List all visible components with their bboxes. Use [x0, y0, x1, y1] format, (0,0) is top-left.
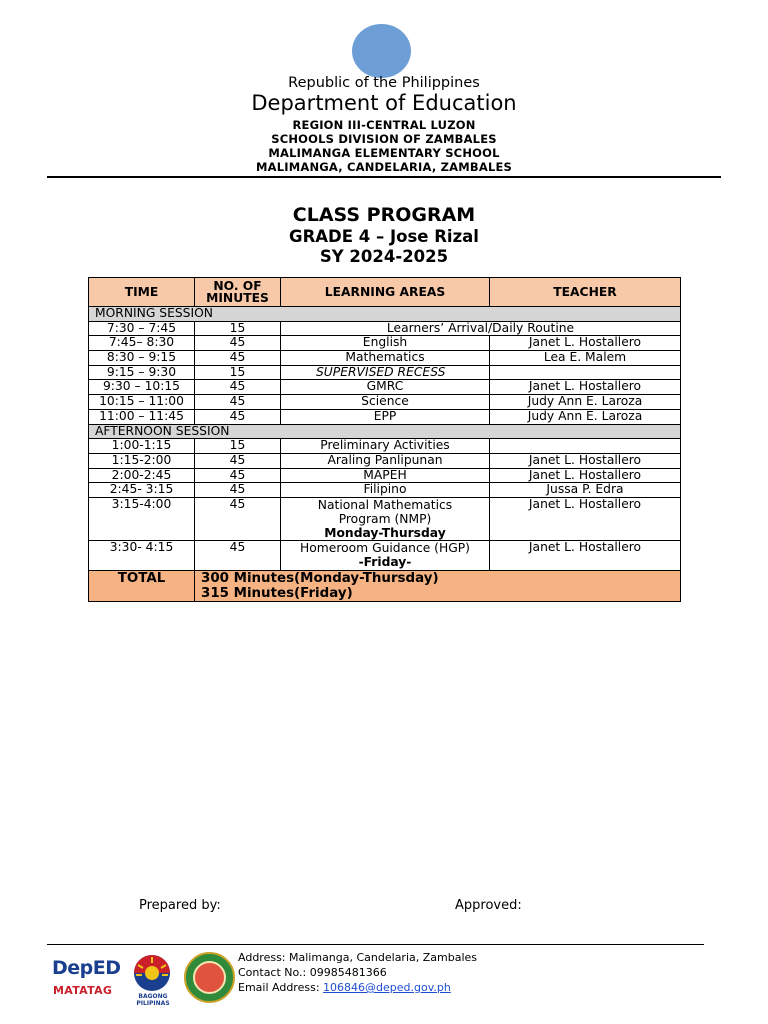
total-line1: 300 Minutes(Monday-Thursday): [201, 570, 439, 586]
cell-time: 7:45– 8:30: [89, 336, 195, 351]
cell-learning-area: Science: [281, 395, 490, 410]
col-header-minutes-line1: NO. OF: [213, 278, 262, 293]
republic-line: Republic of the Philippines: [288, 75, 480, 91]
bagong-pilipinas-sun-icon: [129, 953, 175, 993]
table-row: [89, 453, 681, 468]
cell-teacher: Judy Ann E. Laroza: [490, 395, 681, 410]
cell-time: 1:15-2:00: [89, 453, 195, 468]
hgp-days: -Friday-: [358, 554, 412, 569]
school-seal-inner: [193, 961, 226, 994]
bagong-pilipinas-logo: [122, 951, 184, 1007]
school-year: SY 2024-2025: [319, 247, 449, 266]
cell-learning-area: Mathematics: [281, 351, 490, 366]
table-row: [89, 351, 681, 366]
cell-minutes: 45: [195, 380, 281, 395]
cell-minutes: 45: [195, 409, 281, 424]
nmp-line2: Program (NMP): [338, 511, 432, 526]
footer-divider: [47, 944, 704, 945]
cell-minutes: 45: [195, 497, 281, 540]
cell-minutes: 45: [195, 351, 281, 366]
cell-time: 11:00 – 11:45: [89, 409, 195, 424]
cell-minutes: 15: [195, 439, 281, 454]
cell-minutes: 45: [195, 395, 281, 410]
table-row: [89, 321, 681, 336]
cell-time: 3:30- 4:15: [89, 540, 195, 570]
cell-learning-area: Filipino: [281, 483, 490, 498]
table-row: [89, 483, 681, 498]
cell-teacher: Janet L. Hostallero: [490, 380, 681, 395]
cell-teacher: Judy Ann E. Laroza: [490, 409, 681, 424]
footer-email-link[interactable]: 106846@deped.gov.ph: [323, 981, 451, 994]
cell-learning-area: [281, 497, 490, 540]
region-line: REGION III-CENTRAL LUZON: [292, 118, 476, 132]
deped-logo-text: DepED: [52, 957, 121, 979]
cell-learning-area: Learners’ Arrival/Daily Routine: [281, 321, 681, 336]
table-row: [89, 365, 681, 380]
cell-minutes: 15: [195, 365, 281, 380]
header-divider: [47, 176, 721, 178]
cell-time: 2:00-2:45: [89, 468, 195, 483]
morning-session-label: MORNING SESSION: [89, 307, 681, 322]
cell-teacher: Janet L. Hostallero: [490, 497, 681, 540]
cell-minutes: 45: [195, 336, 281, 351]
cell-teacher: Jussa P. Edra: [490, 483, 681, 498]
morning-session-row: [89, 307, 681, 322]
col-header-teacher: TEACHER: [490, 278, 681, 307]
cell-teacher: [490, 439, 681, 454]
cell-learning-area: GMRC: [281, 380, 490, 395]
cell-time: 9:30 – 10:15: [89, 380, 195, 395]
total-label: TOTAL: [89, 570, 195, 601]
cell-time: 1:00-1:15: [89, 439, 195, 454]
cell-learning-area: Preliminary Activities: [281, 439, 490, 454]
table-row-nmp: [89, 497, 681, 540]
footer-contact: Contact No.: 09985481366: [238, 966, 387, 979]
total-line2: 315 Minutes(Friday): [201, 585, 353, 601]
cell-learning-area: EPP: [281, 409, 490, 424]
document-title: CLASS PROGRAM: [292, 204, 476, 226]
footer-address: Address: Malimanga, Candelaria, Zambales: [238, 951, 478, 964]
cell-minutes: 45: [195, 453, 281, 468]
footer-email-label: Email Address:: [238, 981, 324, 994]
cell-learning-area: English: [281, 336, 490, 351]
cell-time: 9:15 – 9:30: [89, 365, 195, 380]
school-seal-logo: [184, 952, 235, 1003]
cell-teacher: Janet L. Hostallero: [490, 336, 681, 351]
table-header-row: [89, 278, 681, 307]
cell-learning-area: Araling Panlipunan: [281, 453, 490, 468]
col-header-minutes: [195, 278, 281, 307]
approved-label: Approved:: [455, 898, 522, 913]
grade-section: GRADE 4 – Jose Rizal: [289, 227, 479, 246]
nmp-days: Monday-Thursday: [324, 525, 446, 540]
cell-teacher: [490, 365, 681, 380]
hgp-line1: Homeroom Guidance (HGP): [300, 540, 470, 555]
prepared-by-label: Prepared by:: [139, 898, 221, 913]
school-address-line: MALIMANGA, CANDELARIA, ZAMBALES: [255, 160, 513, 174]
afternoon-session-row: [89, 424, 681, 439]
col-header-minutes-line2: MINUTES: [206, 291, 269, 305]
cell-teacher: Janet L. Hostallero: [490, 453, 681, 468]
cell-teacher: Lea E. Malem: [490, 351, 681, 366]
table-row: [89, 336, 681, 351]
cell-learning-area: MAPEH: [281, 468, 490, 483]
total-value: [195, 570, 681, 601]
cell-learning-area: [281, 540, 490, 570]
nmp-line1: National Mathematics: [317, 497, 453, 512]
cell-time: 2:45- 3:15: [89, 483, 195, 498]
cell-time: 10:15 – 11:00: [89, 395, 195, 410]
cell-time: 8:30 – 9:15: [89, 351, 195, 366]
cell-minutes: 45: [195, 468, 281, 483]
bagong-pilipinas-text: BAGONG PILIPINAS: [136, 993, 170, 1007]
total-row: [89, 570, 681, 601]
cell-learning-area: SUPERVISED RECESS: [281, 365, 490, 380]
afternoon-session-label: AFTERNOON SESSION: [89, 424, 681, 439]
table-row: [89, 395, 681, 410]
table-row-hgp: [89, 540, 681, 570]
cell-time: 7:30 – 7:45: [89, 321, 195, 336]
cell-teacher: Janet L. Hostallero: [490, 468, 681, 483]
cell-teacher: Janet L. Hostallero: [490, 540, 681, 570]
cell-time: 3:15-4:00: [89, 497, 195, 540]
cell-minutes: 15: [195, 321, 281, 336]
class-program-table: [88, 277, 681, 602]
deped-matatag-logo: [50, 953, 121, 1003]
cell-minutes: 45: [195, 483, 281, 498]
table-row: [89, 468, 681, 483]
table-row: [89, 380, 681, 395]
deped-seal-logo: [352, 24, 411, 78]
col-header-time: TIME: [89, 278, 195, 307]
cell-minutes: 45: [195, 540, 281, 570]
col-header-learning-areas: LEARNING AREAS: [281, 278, 490, 307]
matatag-logo-text: MATATAG: [53, 984, 113, 997]
table-row: [89, 439, 681, 454]
table-row: [89, 409, 681, 424]
division-line: SCHOOLS DIVISION OF ZAMBALES: [271, 132, 497, 146]
footer-email: [238, 981, 451, 994]
school-line: MALIMANGA ELEMENTARY SCHOOL: [268, 146, 500, 160]
department-line: Department of Education: [251, 91, 517, 115]
